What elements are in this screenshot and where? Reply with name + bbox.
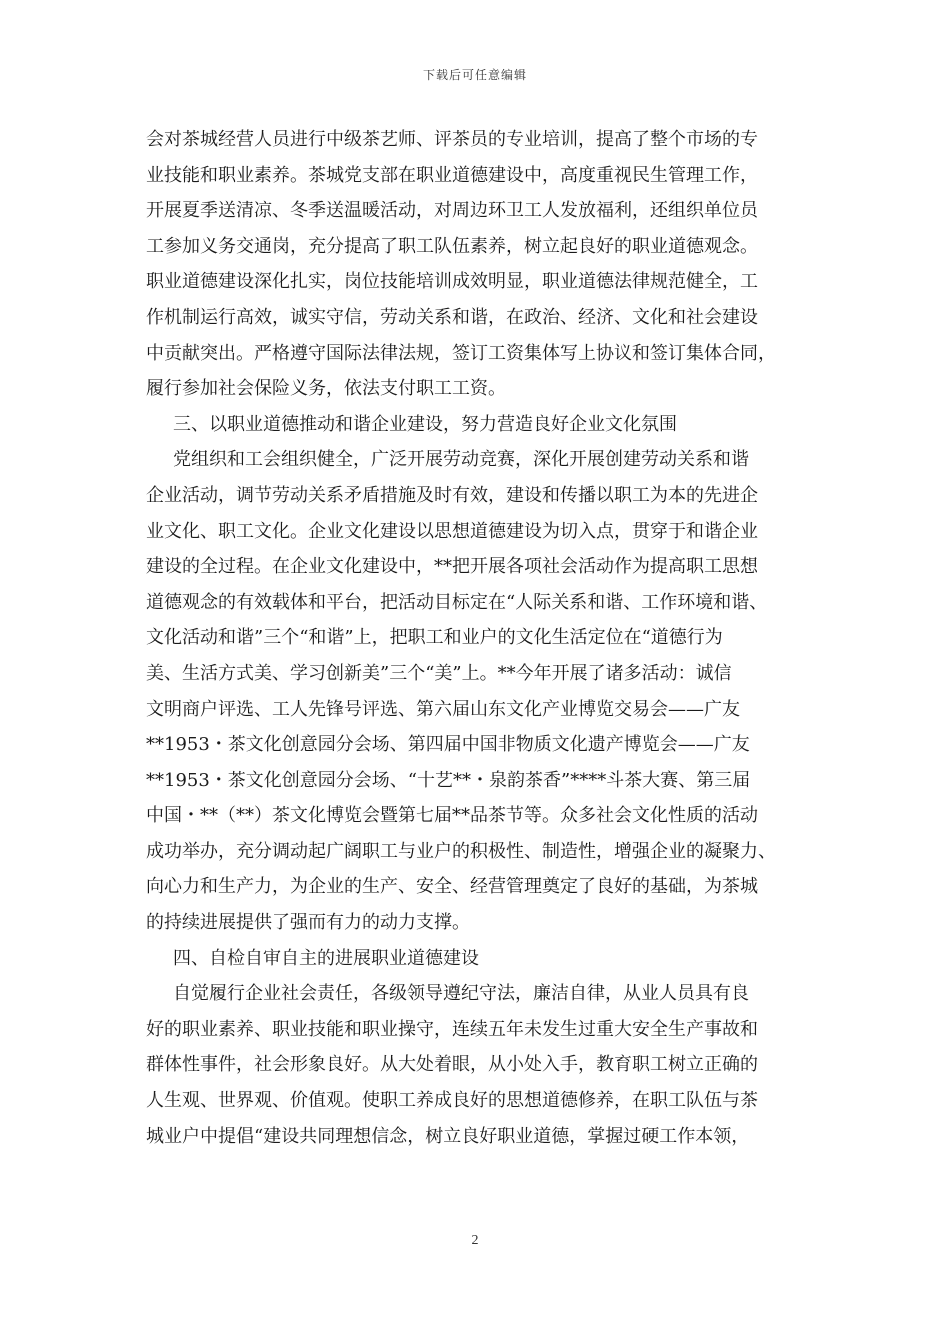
text-line: 职业道德建设深化扎实，岗位技能培训成效明显，职业道德法律规范健全，工 [146, 271, 758, 293]
text-line: 美、生活方式美、学习创新美”三个“美”上。**今年开展了诸多活动：诚信 [146, 662, 732, 684]
text-line: 向心力和生产力，为企业的生产、安全、经营管理奠定了良好的基础，为茶城 [146, 876, 758, 898]
text-line: 好的职业素养、职业技能和职业操守，连续五年未发生过重大安全生产事故和 [146, 1018, 758, 1040]
text-line: 成功举办，充分调动起广阔职工与业户的积极性、制造性，增强企业的凝聚力、 [146, 840, 776, 862]
page-number: 2 [471, 1233, 479, 1248]
page-header: 下载后可任意编辑 [422, 68, 527, 82]
text-line: 群体性事件，社会形象良好。从大处着眼，从小处入手，教育职工树立正确的 [146, 1054, 758, 1076]
text-line: 自觉履行企业社会责任，各级领导遵纪守法，廉洁自律，从业人员具有良 [173, 983, 749, 1005]
text-line: 道德观念的有效载体和平台，把活动目标定在“人际关系和谐、工作环境和谐、 [146, 591, 768, 613]
text-line: 作机制运行高效，诚实守信，劳动关系和谐，在政治、经济、文化和社会建设 [146, 306, 758, 328]
text-line: 的持续进展提供了强而有力的动力支撑。 [146, 912, 470, 934]
text-line: 中国・**（**）茶文化博览会暨第七届**品茶节等。众多社会文化性质的活动 [146, 805, 758, 827]
text-line: **1953・茶文化创意园分会场、第四届中国非物质文化遗产博览会——广友 [146, 734, 750, 756]
text-line: 文明商户评选、工人先锋号评选、第六届山东文化产业博览交易会——广友 [146, 698, 740, 720]
text-line: 文化活动和谐”三个“和谐”上，把职工和业户的文化生活定位在“道德行为 [146, 627, 723, 649]
text-line: 城业户中提倡“建设共同理想信念，树立良好职业道德，掌握过硬工作本领， [146, 1125, 750, 1147]
text-line: 党组织和工会组织健全，广泛开展劳动竞赛，深化开展创建劳动关系和谐 [173, 449, 749, 471]
text-line: 业技能和职业素养。茶城党支部在职业道德建设中，高度重视民生管理工作， [146, 164, 758, 186]
text-line: 人生观、世界观、价值观。使职工养成良好的思想道德修养，在职工队伍与茶 [146, 1090, 758, 1112]
text-line: 会对茶城经营人员进行中级茶艺师、评茶员的专业培训，提高了整个市场的专 [146, 129, 758, 150]
text-line: 开展夏季送清凉、冬季送温暖活动，对周边环卫工人发放福利，还组织单位员 [146, 200, 758, 222]
section-heading-3: 三、以职业道德推动和谐企业建设，努力营造良好企业文化氛围 [173, 413, 677, 435]
text-line: 建设的全过程。在企业文化建设中，**把开展各项社会活动作为提高职工思想 [146, 556, 758, 578]
body-text [146, 122, 826, 1154]
text-line: 履行参加社会保险义务，依法支付职工工资。 [146, 378, 506, 400]
text-line: 工参加义务交通岗，充分提高了职工队伍素养，树立起良好的职业道德观念。 [146, 235, 758, 257]
text-line: 中贡献突出。严格遵守国际法律法规，签订工资集体写上协议和签订集体合同， [146, 342, 776, 364]
text-line: 业文化、职工文化。企业文化建设以思想道德建设为切入点，贯穿于和谐企业 [146, 520, 758, 542]
text-line: **1953・茶文化创意园分会场、“十艺**・泉韵茶香”****斗茶大赛、第三届 [146, 769, 751, 791]
section-heading-4: 四、自检自审自主的进展职业道德建设 [173, 947, 479, 969]
text-line: 企业活动，调节劳动关系矛盾措施及时有效，建设和传播以职工为本的先进企 [146, 484, 758, 506]
